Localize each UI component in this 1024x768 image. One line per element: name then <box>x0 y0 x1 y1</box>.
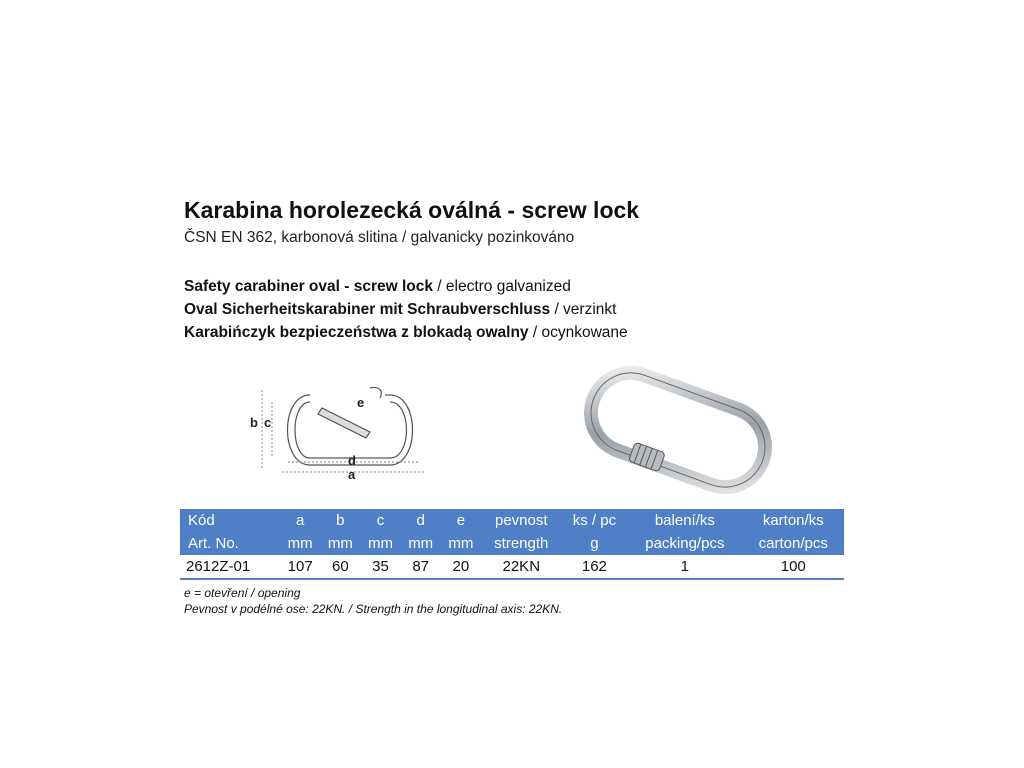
col-header: c <box>360 509 400 532</box>
label-b: b <box>250 415 258 430</box>
col-header: ks / pc <box>562 509 628 532</box>
cell-weight: 162 <box>562 555 628 579</box>
col-header: a <box>280 509 320 532</box>
notes <box>184 585 562 617</box>
col-unit: g <box>562 532 628 555</box>
translation-en: Safety carabiner oval - screw lock / electro galvanized <box>184 278 571 295</box>
spec-table <box>180 509 844 580</box>
col-header: balení/ks <box>627 509 742 532</box>
col-header: pevnost <box>481 509 562 532</box>
col-unit: mm <box>441 532 481 555</box>
cell-c: 35 <box>360 555 400 579</box>
col-unit: mm <box>280 532 320 555</box>
col-unit: packing/pcs <box>627 532 742 555</box>
cell-d: 87 <box>401 555 441 579</box>
table-header-row <box>180 509 844 532</box>
col-unit: carton/pcs <box>743 532 845 555</box>
col-unit: mm <box>320 532 360 555</box>
table-header-row <box>180 532 844 555</box>
translations <box>184 275 844 344</box>
col-unit: mm <box>401 532 441 555</box>
label-c: c <box>264 415 272 430</box>
label-a: a <box>348 467 356 480</box>
label-e: e <box>357 395 365 410</box>
product-subtitle: ČSN EN 362, karbonová slitina / galvanicky pozinkováno <box>184 229 575 246</box>
col-header: karton/ks <box>743 509 845 532</box>
cell-packing: 1 <box>627 555 742 579</box>
cell-a: 107 <box>280 555 320 579</box>
cell-b: 60 <box>320 555 360 579</box>
col-header: Kód <box>180 509 280 532</box>
carabiner-photo <box>568 360 788 500</box>
col-header: b <box>320 509 360 532</box>
product-title: Karabina horolezecká oválná - screw lock <box>184 197 640 223</box>
col-header: d <box>401 509 441 532</box>
cell-strength: 22KN <box>481 555 562 579</box>
col-header: e <box>441 509 481 532</box>
note-strength: Pevnost v podélné ose: 22KN. / Strength in the longitudinal axis: 22KN. <box>184 602 563 616</box>
col-unit: Art. No. <box>180 532 280 555</box>
label-d: d <box>348 453 356 468</box>
note-opening: e = otevření / opening <box>184 586 301 600</box>
col-unit: mm <box>360 532 400 555</box>
translation-de: Oval Sicherheitskarabiner mit Schraubverschluss / verzinkt <box>184 301 617 318</box>
cell-e: 20 <box>441 555 481 579</box>
product-header <box>184 196 844 344</box>
dimension-diagram <box>240 380 440 480</box>
translation-pl: Karabińczyk bezpieczeństwa z blokadą owalny / ocynkowane <box>184 324 628 341</box>
col-unit: strength <box>481 532 562 555</box>
table-row <box>180 555 844 579</box>
cell-code: 2612Z-01 <box>180 555 280 579</box>
cell-carton: 100 <box>743 555 845 579</box>
